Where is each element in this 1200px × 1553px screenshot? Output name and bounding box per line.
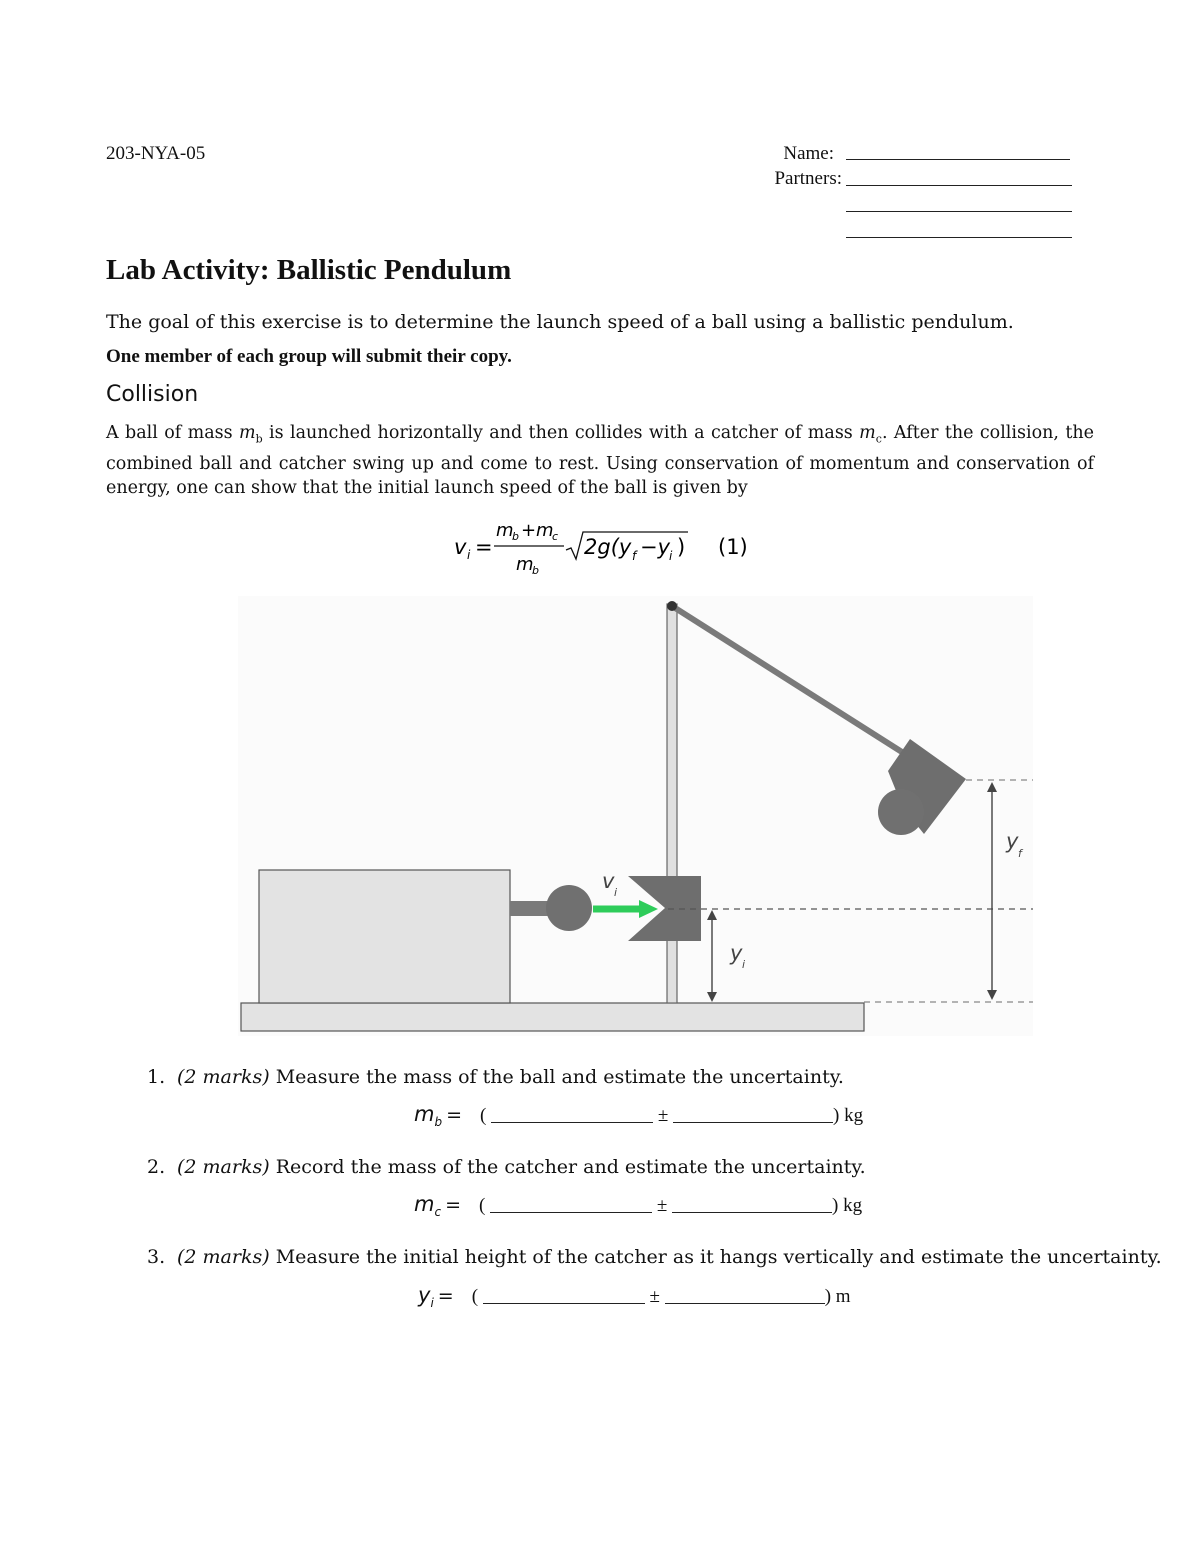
para-part-1: A ball of mass (106, 423, 239, 443)
question-text: Measure the initial height of the catcher as it hangs vertically and estimate the uncertainty. (269, 1246, 1162, 1268)
yf-label: y (1006, 829, 1019, 853)
uncertainty-input-line[interactable] (672, 1194, 832, 1213)
partners-label: Partners: (774, 168, 842, 189)
table-base (241, 1003, 864, 1031)
eq-plus: + (521, 520, 537, 541)
vi-label: v (602, 869, 615, 893)
answer-open: ( (471, 1286, 479, 1307)
uncertainty-input-line[interactable] (673, 1104, 833, 1123)
answer-var: m (414, 1102, 435, 1126)
answer-unit: kg (843, 1195, 863, 1216)
question-marks: (2 marks) (177, 1066, 270, 1088)
eq-rad-sub-f: f (632, 549, 637, 563)
eq-num-b: m (536, 520, 554, 541)
answer-var-sub: c (434, 1204, 442, 1219)
answer-open: ( (480, 1105, 487, 1126)
answer-equals: = (446, 1104, 463, 1126)
course-code: 203-NYA-05 (106, 143, 206, 164)
collision-paragraph (106, 421, 1094, 500)
vi-label-sub: i (614, 886, 618, 899)
eq-lhs: v (454, 535, 467, 559)
uncertainty-input-line[interactable] (665, 1285, 825, 1304)
intro-text: The goal of this exercise is to determine the launch speed of a ball using a ballistic pendulum. (106, 311, 1014, 333)
para-part-2: is launched horizontally and then collides with a catcher of mass (262, 423, 860, 443)
eq-rad-close: ) (677, 535, 686, 559)
question-text: Record the mass of the catcher and estimate the uncertainty. (269, 1156, 866, 1178)
answer-close: ) (832, 1195, 839, 1216)
question-1 (147, 1066, 844, 1088)
answer-open: ( (479, 1195, 486, 1216)
question-number: 3. (147, 1246, 166, 1268)
eq-lhs-sub: i (467, 548, 471, 562)
launcher-box (259, 870, 510, 1003)
eq-rad-sub-i: i (669, 549, 673, 563)
eq-den-sub: b (532, 564, 539, 577)
eq-den: m (516, 554, 534, 575)
ball (546, 885, 592, 931)
answer-equals: = (437, 1285, 454, 1307)
answer-1 (414, 1102, 863, 1129)
partner-field-line-3[interactable] (846, 237, 1072, 238)
answer-pm: ± (649, 1286, 660, 1307)
launcher-barrel (510, 901, 550, 916)
answer-close: ) (824, 1286, 832, 1307)
pivot (667, 601, 677, 611)
answer-3 (418, 1283, 851, 1310)
answer-var: y (418, 1283, 431, 1307)
question-marks: (2 marks) (177, 1156, 270, 1178)
question-2 (147, 1156, 866, 1178)
answer-2 (414, 1192, 862, 1219)
name-label: Name: (783, 143, 834, 164)
eq-number: (1) (718, 535, 748, 559)
answer-var-sub: b (434, 1114, 443, 1129)
eq-radicand: 2g(y (584, 535, 632, 559)
yi-label-sub: i (742, 958, 746, 971)
para-part-3: . After the collision, the combined ball and catcher swing up and come to rest. Using conservation of momentum and conservation of energy, one can show that the initial launch speed of the ball is given by (106, 423, 1094, 498)
answer-close: ) (833, 1105, 840, 1126)
eq-num-a-sub: b (512, 530, 519, 543)
mass-catcher-sub: c (875, 432, 882, 446)
partner-field-line-1[interactable] (846, 185, 1072, 186)
question-3 (147, 1246, 1162, 1268)
value-input-line[interactable] (483, 1285, 645, 1304)
answer-pm: ± (657, 1105, 669, 1126)
question-marks: (2 marks) (177, 1246, 270, 1268)
eq-num-a: m (496, 520, 514, 541)
value-input-line[interactable] (491, 1104, 653, 1123)
question-number: 1. (147, 1066, 166, 1088)
eq-rad-minus: −y (640, 535, 671, 559)
answer-unit: kg (844, 1105, 864, 1126)
answer-var: m (414, 1192, 435, 1216)
mass-catcher-symbol: m (859, 423, 876, 443)
yf-label-sub: f (1018, 847, 1022, 860)
section-heading: Collision (106, 382, 199, 407)
mass-ball-sub: b (255, 432, 263, 446)
launch-speed-equation (450, 518, 770, 584)
submit-note: One member of each group will submit their copy. (106, 346, 512, 367)
question-text: Measure the mass of the ball and estimate the uncertainty. (269, 1066, 844, 1088)
answer-pm: ± (656, 1195, 668, 1216)
value-input-line[interactable] (490, 1194, 652, 1213)
mass-ball-symbol: m (238, 423, 256, 443)
page-title: Lab Activity: Ballistic Pendulum (106, 254, 512, 286)
answer-equals: = (445, 1194, 461, 1216)
ball-in-catcher (878, 789, 924, 835)
partner-field-line-2[interactable] (846, 211, 1072, 212)
ballistic-pendulum-figure (238, 596, 1033, 1036)
question-number: 2. (147, 1156, 166, 1178)
name-field-line[interactable] (846, 159, 1070, 160)
eq-num-b-sub: c (552, 530, 559, 543)
yi-label: y (730, 941, 743, 965)
eq-equals: = (475, 535, 493, 559)
answer-var-sub: i (430, 1295, 434, 1310)
support-pole (667, 604, 677, 1003)
answer-unit: m (835, 1286, 851, 1307)
